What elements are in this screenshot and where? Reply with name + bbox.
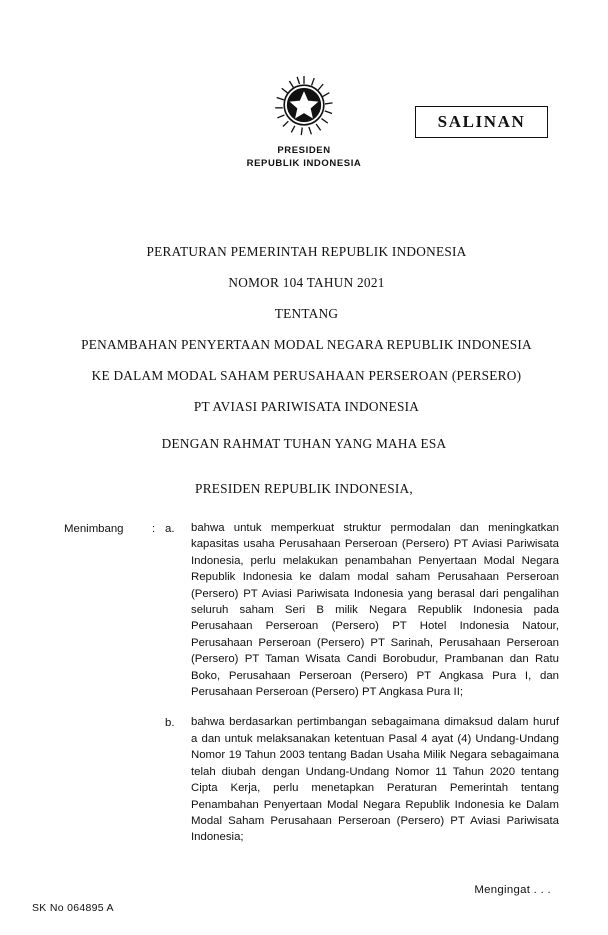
emblem-caption-line-2: REPUBLIK INDONESIA [246,158,362,169]
document-code: SK No 064895 A [32,902,114,914]
considerations-block [64,520,559,846]
considerations-colon-spacer [152,714,165,715]
emblem-caption-line-1: PRESIDEN [277,145,331,156]
document-title-block [60,236,553,422]
title-subject-line-2: KE DALAM MODAL SAHAM PERUSAHAAN PERSEROAN (PERSERO) [91,368,522,383]
salinan-stamp-label: SALINAN [437,112,526,131]
title-number: NOMOR 104 TAHUN 2021 [228,275,385,290]
considerations-label: Menimbang [64,523,124,535]
title-regulation-type: PERATURAN PEMERINTAH REPUBLIK INDONESIA [146,244,467,259]
title-tentang: TENTANG [274,306,339,321]
continuation-note: Mengingat . . . [474,884,551,896]
garuda-pancasila-star-emblem [271,72,337,138]
considerations-label-spacer [64,714,152,715]
considerations-colon: : [152,523,156,535]
title-subject-line-3: PT AVIASI PARIWISATA INDONESIA [193,399,420,414]
title-subject-line-1: PENAMBAHAN PENYERTAAN MODAL NEGARA REPUBLIK INDONESIA [81,337,532,352]
consideration-item-a [64,520,559,700]
salinan-stamp [415,106,548,138]
consideration-text-b: bahwa berdasarkan pertimbangan sebagaimana dimaksud dalam huruf a dan untuk melaksanakan ketentuan Pasal 4 ayat (4) Undang-Undang Nomor 19 Tahun 2003 tentang Badan Usaha Milik Negara sebagaimana telah diubah dengan Undang-Undang Nomor 11 Tahun 2020 tentang Cipta Kerja, perlu menetapkan Peraturan Pemerintah tentang Penambahan Penyertaan Modal Negara Republik Indonesia ke Dalam Modal Saham Perusahaan Perseroan (Persero) PT Aviasi Pariwisata Indonesia; [191,716,559,844]
consideration-letter-a: a. [165,523,175,535]
emblem-caption [0,144,608,170]
consideration-item-b [64,714,559,845]
consideration-letter-b: b. [165,717,175,730]
consideration-text-a: bahwa untuk memperkuat struktur permodalan dan meningkatkan kapasitas usaha Perusahaan Perseroan (Persero) PT Aviasi Pariwisata Indonesia, perlu melakukan penambahan Penyertaan Modal Negara Republik Indonesia ke dalam modal saham Perusahaan Perseroan (Persero) PT Aviasi Pariwisata Indonesia yang berasal dari pengalihan seluruh saham Seri B milik Negara Republik Indonesia pada Perusahaan Perseroan (Persero) PT Hotel Indonesia Natour, Perusahaan Perseroan (Persero) PT Sarinah, Perusahaan Perseroan (Persero) PT Taman Wisata Candi Borobudur, Prambanan dan Ratu Boko, Perusahaan Perseroan (Persero) PT Angkasa Pura I, dan Perusahaan Perseroan (Persero) PT Angkasa Pura II; [191,522,559,699]
title-blessing: DENGAN RAHMAT TUHAN YANG MAHA ESA [161,436,447,451]
title-president-line: PRESIDEN REPUBLIK INDONESIA, [195,481,413,496]
